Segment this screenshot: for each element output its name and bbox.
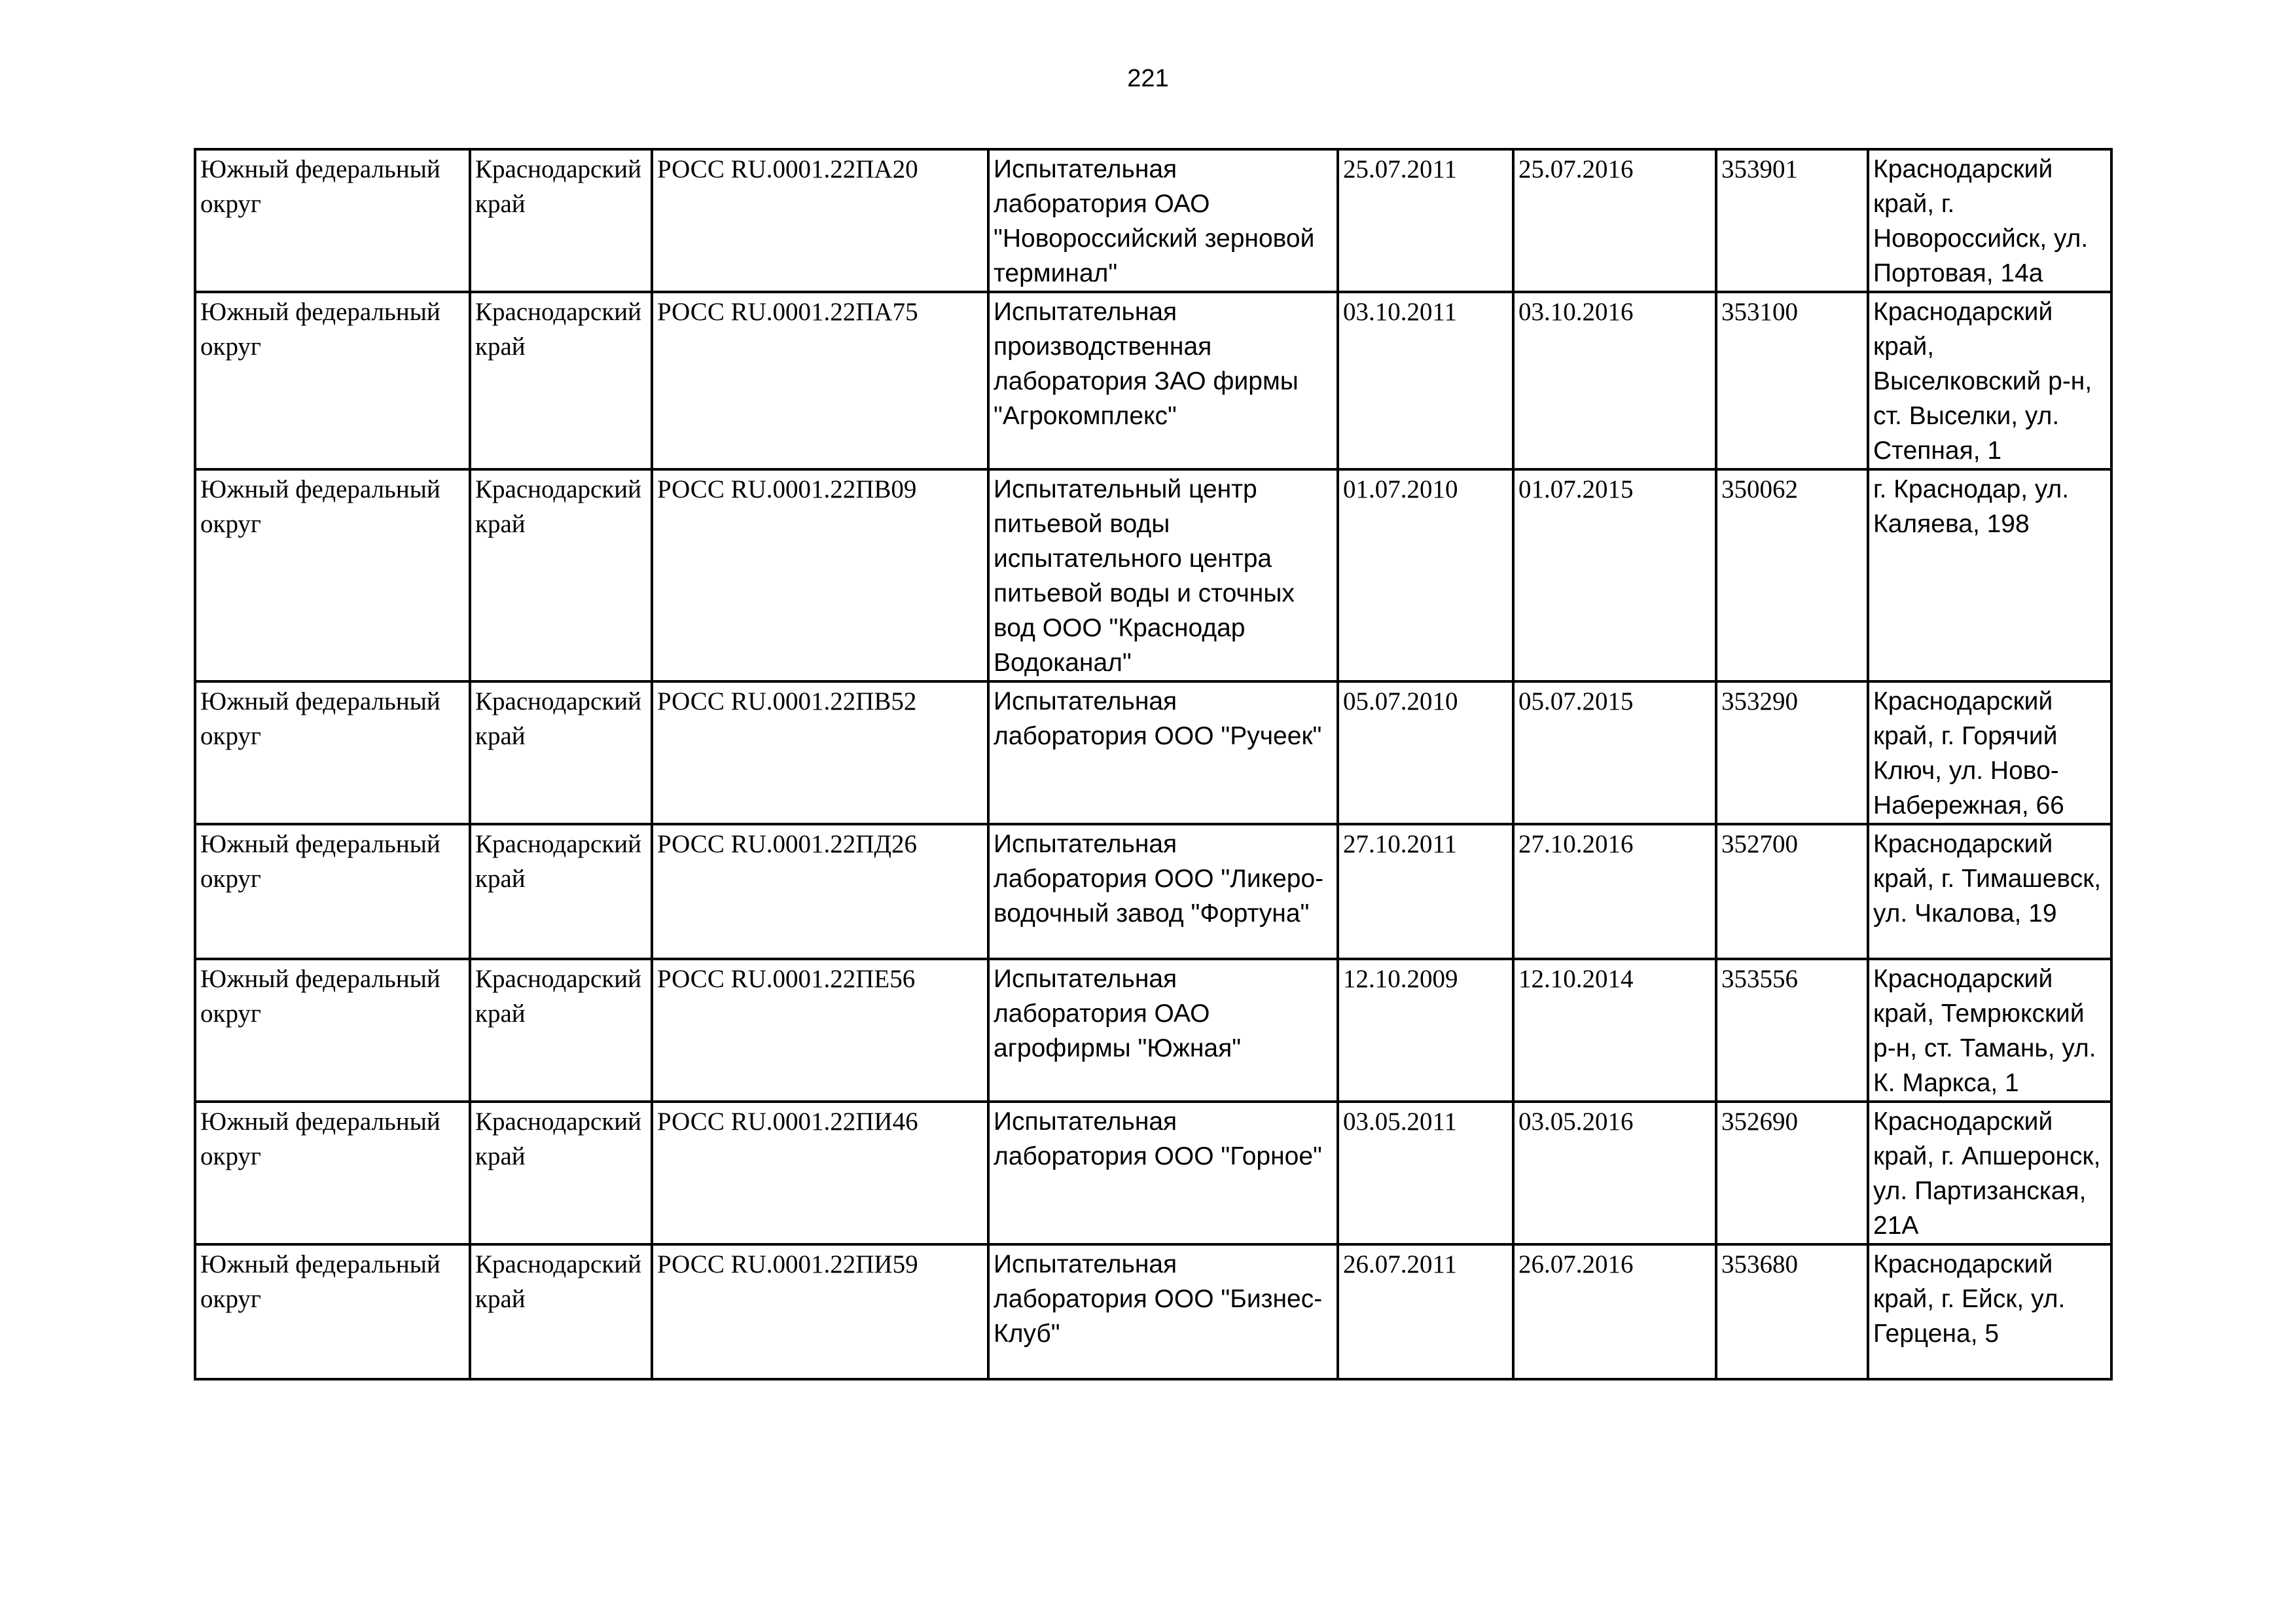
cell-date-to: 25.07.2016	[1513, 149, 1716, 292]
cell-postcode: 353556	[1716, 959, 1868, 1102]
cell-certificate-number: РОСС RU.0001.22ПИ59	[652, 1244, 988, 1379]
cell-certificate-number: РОСС RU.0001.22ПА20	[652, 149, 988, 292]
cell-date-to: 27.10.2016	[1513, 824, 1716, 959]
cell-district: Южный федеральный округ	[195, 469, 470, 681]
cell-district: Южный федеральный округ	[195, 292, 470, 469]
cell-postcode: 353100	[1716, 292, 1868, 469]
cell-postcode: 353901	[1716, 149, 1868, 292]
cell-postcode: 352700	[1716, 824, 1868, 959]
cell-date-from: 25.07.2011	[1338, 149, 1513, 292]
cell-postcode: 353680	[1716, 1244, 1868, 1379]
cell-district: Южный федеральный округ	[195, 681, 470, 824]
table-row	[195, 959, 2111, 1102]
cell-date-from: 05.07.2010	[1338, 681, 1513, 824]
cell-date-from: 03.05.2011	[1338, 1102, 1513, 1244]
cell-date-from: 01.07.2010	[1338, 469, 1513, 681]
cell-region: Краснодарский край	[470, 292, 652, 469]
cell-postcode: 352690	[1716, 1102, 1868, 1244]
cell-district: Южный федеральный округ	[195, 1102, 470, 1244]
cell-laboratory-name: Испытательная производственная лаборатория ЗАО фирмы "Агрокомплекс"	[988, 292, 1338, 469]
cell-region: Краснодарский край	[470, 469, 652, 681]
cell-district: Южный федеральный округ	[195, 959, 470, 1102]
cell-date-from: 12.10.2009	[1338, 959, 1513, 1102]
cell-laboratory-name: Испытательный центр питьевой воды испытательного центра питьевой воды и сточных вод ООО "Краснодар Водоканал"	[988, 469, 1338, 681]
cell-certificate-number: РОСС RU.0001.22ПВ52	[652, 681, 988, 824]
cell-address: Краснодарский край, г. Горячий Ключ, ул. Ново-Набережная, 66	[1868, 681, 2111, 824]
table-row	[195, 292, 2111, 469]
cell-laboratory-name: Испытательная лаборатория ООО "Бизнес-Клуб"	[988, 1244, 1338, 1379]
cell-address: Краснодарский край, Выселковский р-н, ст. Выселки, ул. Степная, 1	[1868, 292, 2111, 469]
cell-date-to: 12.10.2014	[1513, 959, 1716, 1102]
cell-laboratory-name: Испытательная лаборатория ООО "Горное"	[988, 1102, 1338, 1244]
table-row	[195, 1244, 2111, 1379]
cell-region: Краснодарский край	[470, 959, 652, 1102]
cell-certificate-number: РОСС RU.0001.22ПЕ56	[652, 959, 988, 1102]
table-row	[195, 1102, 2111, 1244]
cell-date-to: 05.07.2015	[1513, 681, 1716, 824]
cell-region: Краснодарский край	[470, 1244, 652, 1379]
cell-district: Южный федеральный округ	[195, 149, 470, 292]
cell-laboratory-name: Испытательная лаборатория ОАО агрофирмы "Южная"	[988, 959, 1338, 1102]
page-number: 221	[1127, 65, 1169, 92]
cell-date-to: 01.07.2015	[1513, 469, 1716, 681]
table-row	[195, 469, 2111, 681]
cell-address: Краснодарский край, г. Ейск, ул. Герцена, 5	[1868, 1244, 2111, 1379]
cell-date-to: 03.10.2016	[1513, 292, 1716, 469]
cell-certificate-number: РОСС RU.0001.22ПИ46	[652, 1102, 988, 1244]
cell-district: Южный федеральный округ	[195, 824, 470, 959]
cell-date-to: 26.07.2016	[1513, 1244, 1716, 1379]
cell-address: Краснодарский край, г. Тимашевск, ул. Чкалова, 19	[1868, 824, 2111, 959]
cell-address: Краснодарский край, Темрюкский р-н, ст. Тамань, ул. К. Маркса, 1	[1868, 959, 2111, 1102]
cell-certificate-number: РОСС RU.0001.22ПД26	[652, 824, 988, 959]
cell-address: г. Краснодар, ул. Каляева, 198	[1868, 469, 2111, 681]
cell-laboratory-name: Испытательная лаборатория ООО "Ликеро-водочный завод "Фортуна"	[988, 824, 1338, 959]
table-row	[195, 149, 2111, 292]
cell-date-from: 27.10.2011	[1338, 824, 1513, 959]
cell-date-to: 03.05.2016	[1513, 1102, 1716, 1244]
cell-postcode: 353290	[1716, 681, 1868, 824]
cell-region: Краснодарский край	[470, 149, 652, 292]
laboratory-registry-table	[194, 148, 2113, 1380]
cell-certificate-number: РОСС RU.0001.22ПА75	[652, 292, 988, 469]
cell-date-from: 26.07.2011	[1338, 1244, 1513, 1379]
cell-region: Краснодарский край	[470, 1102, 652, 1244]
cell-date-from: 03.10.2011	[1338, 292, 1513, 469]
cell-postcode: 350062	[1716, 469, 1868, 681]
cell-address: Краснодарский край, г. Новороссийск, ул. Портовая, 14а	[1868, 149, 2111, 292]
table-row	[195, 681, 2111, 824]
cell-laboratory-name: Испытательная лаборатория ОАО "Новороссийский зерновой терминал"	[988, 149, 1338, 292]
cell-certificate-number: РОСС RU.0001.22ПВ09	[652, 469, 988, 681]
table-row	[195, 824, 2111, 959]
cell-region: Краснодарский край	[470, 824, 652, 959]
cell-laboratory-name: Испытательная лаборатория ООО "Ручеек"	[988, 681, 1338, 824]
table-body	[195, 149, 2111, 1379]
cell-region: Краснодарский край	[470, 681, 652, 824]
cell-address: Краснодарский край, г. Апшеронск, ул. Партизанская, 21А	[1868, 1102, 2111, 1244]
cell-district: Южный федеральный округ	[195, 1244, 470, 1379]
